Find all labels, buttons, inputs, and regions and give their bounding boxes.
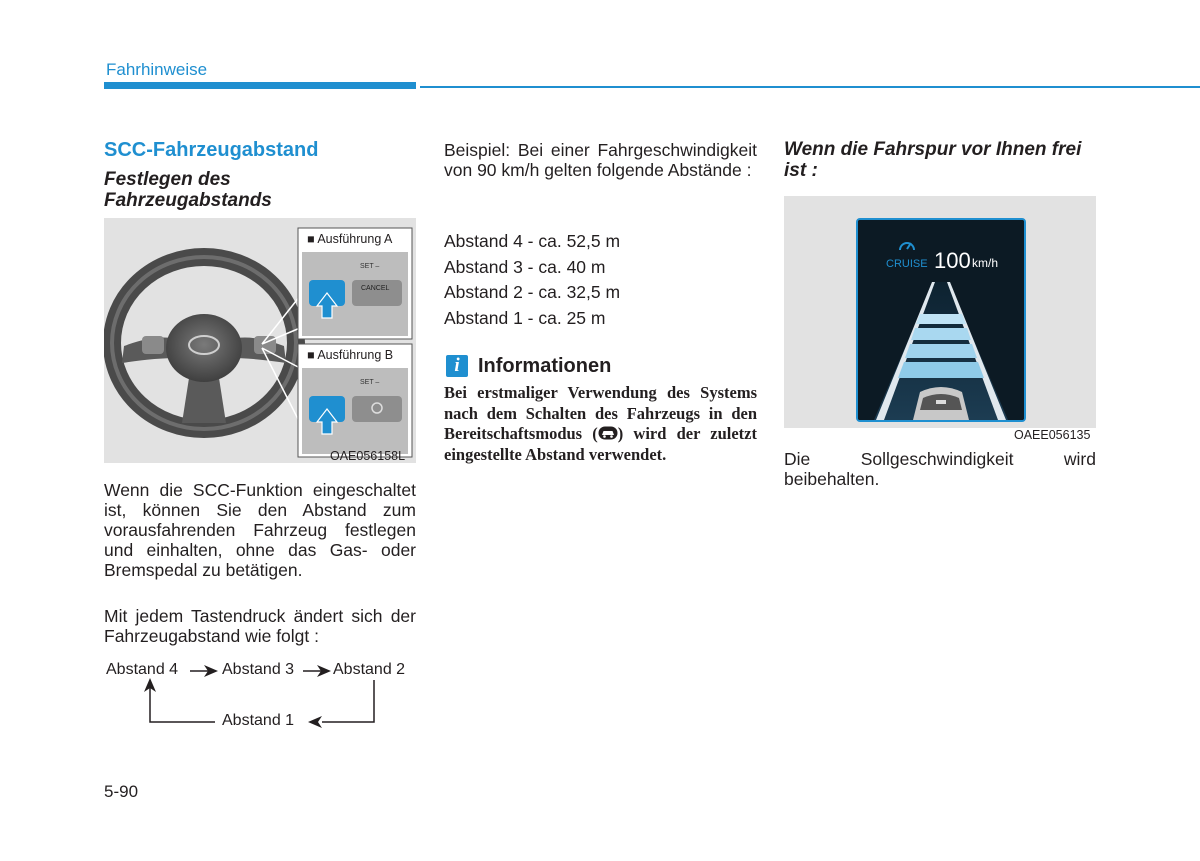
- cluster-figure-code: OAEE056135: [1014, 428, 1091, 442]
- seq-abstand-2: Abstand 2: [333, 661, 406, 678]
- set-label-a: SET –: [360, 263, 380, 270]
- info-icon: i: [446, 355, 468, 377]
- seq-abstand-4: Abstand 4: [106, 661, 179, 678]
- example-paragraph: Beispiel: Bei einer Fahrgeschwindigkeit von 90 km/h gelten folgende Abstände :: [444, 140, 757, 180]
- header-rule-thick: [104, 82, 416, 89]
- set-speed-value: 100: [934, 248, 971, 273]
- set-label-b: SET –: [360, 379, 380, 386]
- cruise-label: CRUISE: [886, 258, 928, 270]
- distance-item: Abstand 2 - ca. 32,5 m: [444, 282, 621, 302]
- info-body: [444, 383, 757, 465]
- info-text-after: ) wird der zuletzt eingestellte Abstand verwendet.: [444, 424, 757, 464]
- seq-abstand-3: Abstand 3: [222, 661, 295, 678]
- sequence-arrows: [100, 660, 400, 735]
- distance-item: Abstand 3 - ca. 40 m: [444, 256, 606, 277]
- distance-list: [444, 231, 757, 333]
- speedometer-icon: [898, 238, 916, 252]
- sequence-intro: Mit jedem Tastendruck ändert sich der Fahrzeugabstand wie folgt :: [104, 606, 416, 646]
- info-title: Informationen: [478, 355, 612, 377]
- info-text-before: Bei erstmaliger Verwendung des Systems nach dem Schalten des Fahrzeugs in den Bereitschaftsmodus (: [444, 383, 757, 443]
- section-title: SCC-Fahrzeugabstand: [104, 139, 319, 161]
- lane-free-title: Wenn die Fahrspur vor Ihnen frei ist :: [784, 139, 1082, 181]
- seq-abstand-1: Abstand 1: [222, 712, 295, 729]
- cluster-display: [856, 218, 1026, 422]
- steering-wheel-illustration: [104, 218, 416, 463]
- cluster-figure: [784, 196, 1096, 428]
- car-standby-icon: [598, 426, 618, 440]
- variant-a-label: ■ Ausführung A: [307, 232, 393, 246]
- section-header: Fahrhinweise: [106, 60, 208, 79]
- figure-code: OAE056158L: [330, 449, 406, 463]
- page-number: 5-90: [104, 782, 139, 801]
- variant-b-label: ■ Ausführung B: [307, 348, 394, 362]
- speed-unit: km/h: [972, 256, 999, 270]
- steering-wheel-figure: [104, 218, 416, 463]
- distance-item: Abstand 4 - ca. 52,5 m: [444, 231, 621, 251]
- header-rule-thin: [420, 86, 1200, 88]
- cancel-label: CANCEL: [361, 285, 390, 292]
- distance-item: Abstand 1 - ca. 25 m: [444, 307, 606, 328]
- speed-maintained-paragraph: Die Sollgeschwindigkeit wird beibehalten.: [784, 449, 1096, 489]
- subsection-title: Festlegen des Fahrzeugabstands: [104, 169, 272, 211]
- intro-paragraph: Wenn die SCC-Funktion eingeschaltet ist, können Sie den Abstand zum vorausfahrenden Fahrzeug festlegen und einhalten, ohne das Gas- oder Bremspedal zu betätigen.: [104, 480, 416, 580]
